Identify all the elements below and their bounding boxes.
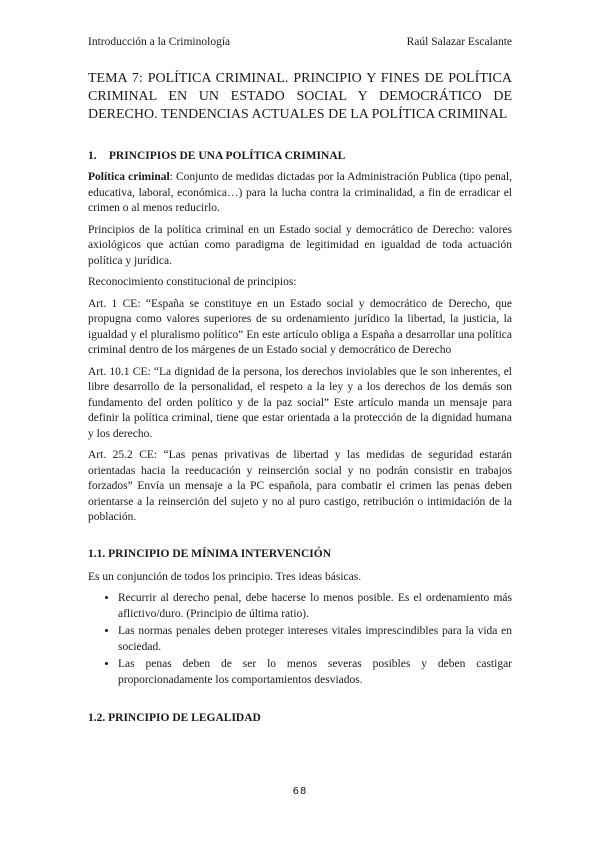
- definition-paragraph: [88, 170, 512, 217]
- definition-text: : Conjunto de medidas dictadas por la Administración Publica (tipo penal, educativa, laboral, económica…) para la lucha contra la criminalidad, a fin de erradicar el crimen o al menos reducirlo.: [88, 171, 512, 214]
- page-content: [88, 70, 512, 734]
- article-25-paragraph: Art. 25.2 CE: “Las penas privativas de libertad y las medidas de seguridad estarán orientadas hacia la reeducación y reinserción social y no podrán consistir en trabajos forzados” Envía un mensaje a la PC española, para combatir el crimen las penas deben orientarse a la reinserción del sujeto y no al puro castigo, retribución o intimidación de la población.: [88, 449, 512, 523]
- chapter-title: TEMA 7: POLÍTICA CRIMINAL. PRINCIPIO Y FINES DE POLÍTICA CRIMINAL EN UN ESTADO SOCIAL Y DEMOCRÁTICO DE DERECHO. TENDENCIAS ACTUALES DE LA POLÍTICA CRIMINAL: [88, 71, 512, 122]
- header-course-title: Introducción a la Criminología: [88, 36, 231, 48]
- article-10-paragraph: Art. 10.1 CE: “La dignidad de la persona, los derechos inviolables que le son inherentes, el libre desarrollo de la personalidad, el respeto a la ley y a los derechos de los demás son fundamento del orden político y de la paz social” Este artículo manda un mensaje para definir la política criminal, tiene que estar orientada a la protección de la dignidad humana y los derecho.: [88, 365, 512, 440]
- article-1-paragraph: Art. 1 CE: “España se constituye en un Estado social y democrático de Derecho, que propugna como valores superiores de su ordenamiento jurídico la libertad, la justicia, la igualdad y el pluralismo político” En este artículo obliga a España a desarrollar una política criminal dentro de los márgenes de un Estado social y democrático de Derecho: [88, 297, 512, 356]
- subsection-heading-legalidad: 1.2. PRINCIPIO DE LEGALIDAD: [88, 712, 261, 724]
- constitutional-intro: Reconocimiento constitucional de principios:: [88, 276, 297, 288]
- definition-term: Política criminal: [88, 171, 170, 183]
- section-number: 1.: [88, 150, 97, 162]
- principles-paragraph: Principios de la política criminal en un Estado social y democrático de Derecho: valores axiológicos que actúan como paradigma de legitimidad en igualdad de toda actuación política y jurídica.: [88, 223, 512, 267]
- running-header: [88, 36, 512, 48]
- list-item: • Las penas deben de ser lo menos severas posibles y deben castigar proporcionadamente los comportamientos desviados.: [118, 657, 512, 688]
- minima-bullet-list: [88, 591, 512, 688]
- page-number: 68: [292, 786, 308, 797]
- section-title: PRINCIPIOS DE UNA POLÍTICA CRIMINAL: [108, 150, 346, 162]
- list-item: • Las normas penales deben proteger intereses vitales imprescindibles para la vida en sociedad.: [118, 624, 512, 655]
- subsection-heading-minima: 1.1. PRINCIPIO DE MÍNIMA INTERVENCIÓN: [88, 547, 332, 560]
- minima-intro: Es un conjunción de todos los principio. Tres ideas básicas.: [88, 570, 362, 583]
- list-item: • Recurrir al derecho penal, debe hacerse lo menos posible. Es el ordenamiento más aflictivo/duro. (Principio de última ratio).: [118, 591, 512, 622]
- section-heading-1: [88, 150, 512, 162]
- header-author: Raúl Salazar Escalante: [406, 36, 512, 48]
